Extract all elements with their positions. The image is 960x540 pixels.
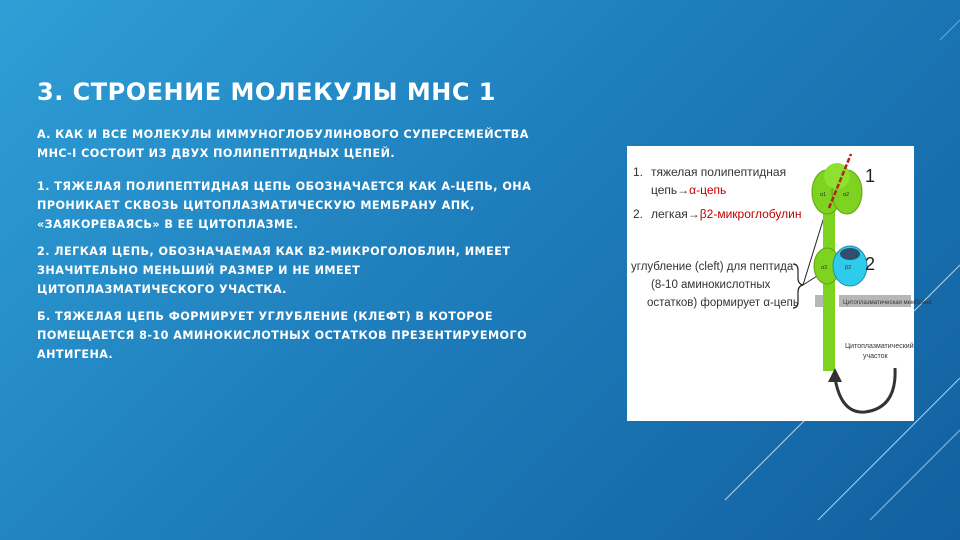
paragraph-a xyxy=(37,125,637,163)
text-line: 2. ЛЕГКАЯ ЦЕПЬ, ОБОЗНАЧАЕМАЯ КАК В2-МИКРОГОЛОБЛИН, ИМЕЕТ xyxy=(37,245,511,258)
cytoplasmic-loop xyxy=(823,350,835,362)
paragraph-2 xyxy=(37,242,637,299)
figure-number-2: 2 xyxy=(865,254,876,274)
label-beta2: β2 xyxy=(845,265,852,271)
legend-item1-line2 xyxy=(651,183,726,197)
text-line: «ЗАЯКОРЕВАЯСЬ» В ЕЕ ЦИТОПЛАЗМЕ. xyxy=(37,218,299,231)
legend-num-1: 1. xyxy=(633,165,644,179)
paragraph-b xyxy=(37,307,637,364)
text-line: ЦИТОПЛАЗМАТИЧЕСКОГО УЧАСТКА. xyxy=(37,283,287,296)
label-alpha1: α1 xyxy=(820,192,827,198)
text-line: 1. ТЯЖЕЛАЯ ПОЛИПЕПТИДНАЯ ЦЕПЬ ОБОЗНАЧАЕТСЯ КАК А-ЦЕПЬ, ОНА xyxy=(37,180,532,193)
figure-number-1: 1 xyxy=(865,166,876,186)
text-line: ПРОНИКАЕТ СКВОЗЬ ЦИТОПЛАЗМАТИЧЕСКУЮ МЕМБРАНУ АПК, xyxy=(37,199,475,212)
cleft-text-line1: углубление (cleft) для пептида xyxy=(631,261,794,273)
mhc-diagram-svg xyxy=(627,146,932,421)
legend-item1-line1: тяжелая полипептидная xyxy=(651,165,787,179)
cytoplasmic-label-line1: Цитоплазматический xyxy=(845,343,914,350)
membrane-label: Цитоплазматическая мембрана xyxy=(843,300,932,306)
legend-item2-red: β2-микроглобулин xyxy=(699,207,802,221)
text-line: А. КАК И ВСЕ МОЛЕКУЛЫ ИММУНОГЛОБУЛИНОВОГО СУПЕРСЕМЕЙСТВА xyxy=(37,128,529,141)
text-line: АНТИГЕНА. xyxy=(37,348,114,361)
text-line: ЗНАЧИТЕЛЬНО МЕНЬШИЙ РАЗМЕР И НЕ ИМЕЕТ xyxy=(37,264,361,277)
label-alpha3: α3 xyxy=(821,265,828,271)
mhc-diagram xyxy=(627,146,932,421)
curved-arrow xyxy=(835,368,895,412)
legend-num-2: 2. xyxy=(633,207,644,221)
text-line: ПОМЕЩАЕТСЯ 8-10 АМИНОКИСЛОТНЫХ ОСТАТКОВ ПРЕЗЕНТИРУЕМОГО xyxy=(37,329,528,342)
cleft-text-line3: остатков) формирует α-цепь xyxy=(647,297,799,309)
legend-item2 xyxy=(651,207,801,221)
slide-title: 3. СТРОЕНИЕ МОЛЕКУЛЫ МНС 1 xyxy=(37,78,496,106)
legend-item1-red: α-цепь xyxy=(689,183,727,197)
label-alpha2: α2 xyxy=(843,192,850,198)
paragraph-1 xyxy=(37,177,637,234)
legend-item2-prefix: легкая→ xyxy=(651,207,700,221)
legend-item1-prefix: цепь→ xyxy=(651,183,690,197)
cytoplasmic-label-line2: участок xyxy=(863,353,888,360)
cleft-text-line2: (8-10 аминокислотных xyxy=(651,279,771,291)
cytoplasmic-loop xyxy=(823,335,835,347)
text-line: МНС-I СОСТОИТ ИЗ ДВУХ ПОЛИПЕПТИДНЫХ ЦЕПЕЙ. xyxy=(37,147,396,160)
beta2-cap xyxy=(840,248,860,260)
text-line: Б. ТЯЖЕЛАЯ ЦЕПЬ ФОРМИРУЕТ УГЛУБЛЕНИЕ (КЛЕФТ) В КОТОРОЕ xyxy=(37,310,494,323)
cytoplasmic-loop xyxy=(823,318,835,330)
